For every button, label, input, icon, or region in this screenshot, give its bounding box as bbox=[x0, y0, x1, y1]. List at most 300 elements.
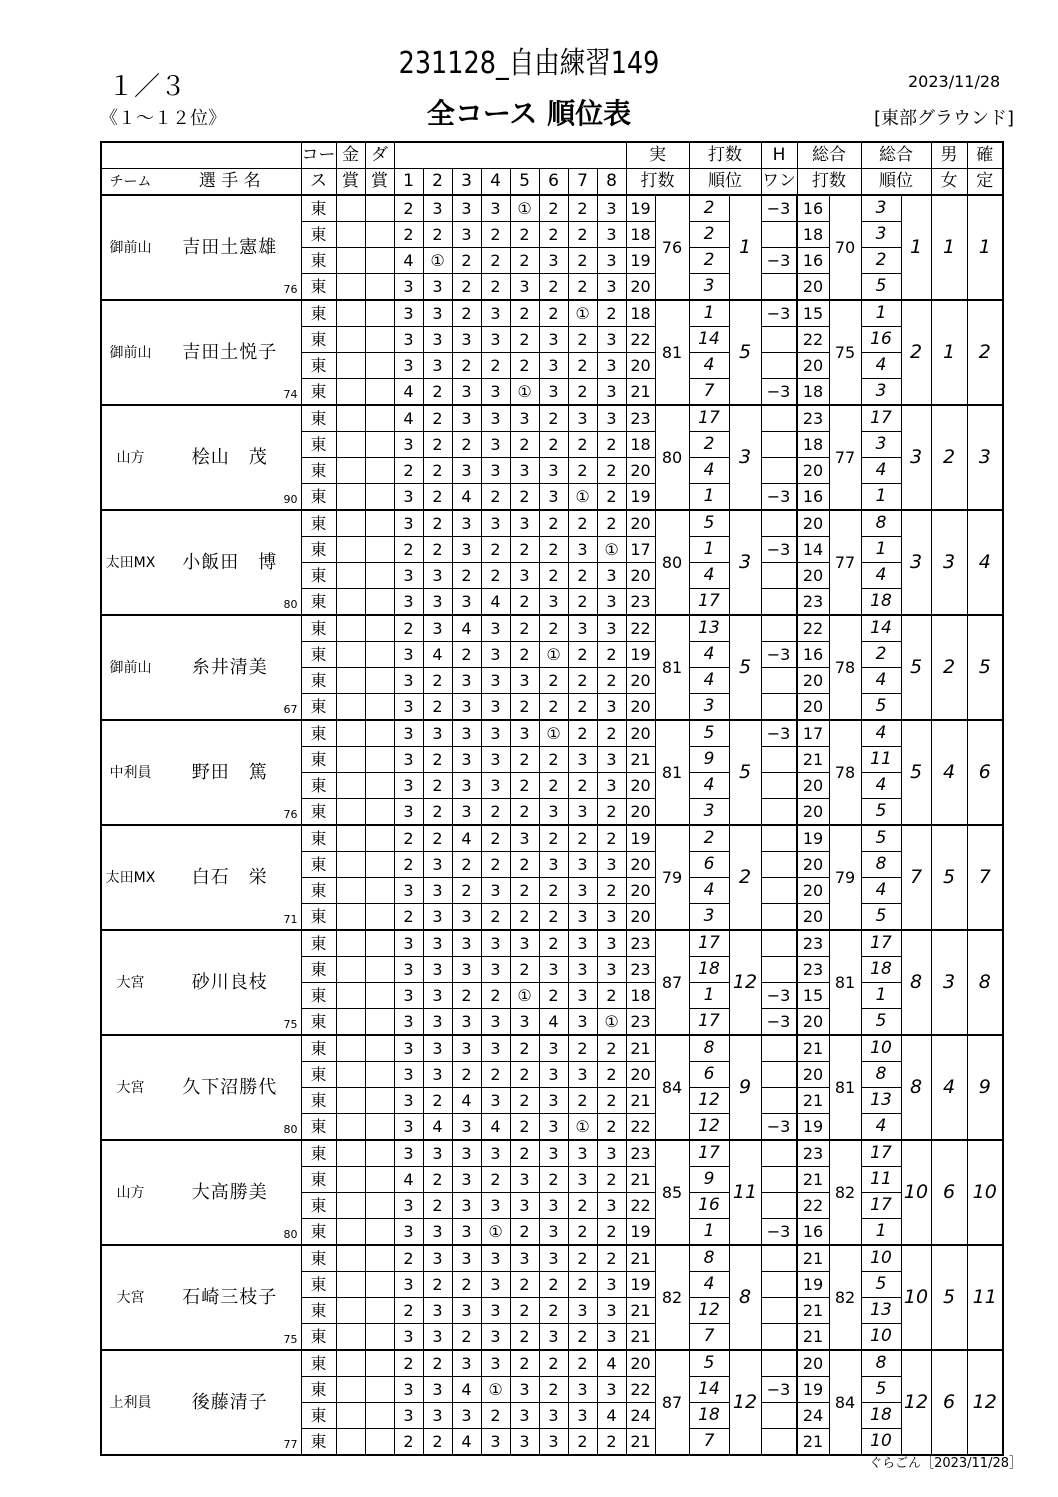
hole-score bbox=[539, 878, 568, 904]
hole-score bbox=[481, 484, 510, 511]
course-cell: 東 bbox=[301, 274, 336, 301]
da-cell bbox=[365, 379, 394, 406]
course-cell: 東 bbox=[301, 773, 336, 799]
hole-score bbox=[452, 1298, 481, 1324]
hole-score bbox=[452, 1377, 481, 1403]
gender-rank: 4 bbox=[931, 1035, 967, 1140]
col-srank: 順位 bbox=[689, 169, 761, 196]
hole-score bbox=[481, 510, 510, 537]
hole-score-value: 3 bbox=[461, 906, 472, 926]
course-cell: 東 bbox=[301, 484, 336, 511]
hole-score bbox=[539, 537, 568, 563]
hole-score bbox=[597, 930, 626, 957]
hole-score-value: 3 bbox=[461, 1405, 472, 1425]
hole-score bbox=[423, 1377, 452, 1403]
hole-score-value: 2 bbox=[606, 723, 617, 743]
hole-score bbox=[423, 1193, 452, 1219]
gold-cell bbox=[336, 1245, 365, 1272]
hole-score-value: 2 bbox=[519, 486, 530, 506]
round-total-rank: 13 bbox=[861, 1088, 901, 1114]
round-total: 16 bbox=[797, 195, 829, 222]
hole-score bbox=[452, 720, 481, 747]
hole-score-value: 2 bbox=[432, 513, 443, 533]
hole-score-value: 3 bbox=[577, 408, 588, 428]
round-strokes: 20 bbox=[626, 878, 655, 904]
round-total-rank: 3 bbox=[861, 195, 901, 222]
hole-score bbox=[568, 1193, 597, 1219]
hole-score bbox=[539, 484, 568, 511]
hole-score-value: 2 bbox=[519, 1038, 530, 1058]
hole-score-value: 3 bbox=[548, 1116, 559, 1136]
hole-score-value: 2 bbox=[461, 854, 472, 874]
hole-score bbox=[481, 1377, 510, 1403]
hole-score bbox=[481, 747, 510, 773]
hole-score-value: 3 bbox=[461, 539, 472, 559]
hole-score-value: 2 bbox=[548, 906, 559, 926]
hole-score bbox=[423, 825, 452, 852]
hole-score-value: 4 bbox=[461, 1379, 472, 1399]
round-total: 21 bbox=[797, 1035, 829, 1062]
hole-score-value: 3 bbox=[461, 1248, 472, 1268]
hole-score bbox=[539, 799, 568, 826]
hole-score bbox=[597, 1245, 626, 1272]
gold-cell bbox=[336, 878, 365, 904]
hole-score bbox=[481, 615, 510, 642]
round-rank: 18 bbox=[689, 1403, 729, 1429]
round-rank: 12 bbox=[689, 1114, 729, 1141]
col-hole-5: 5 bbox=[510, 169, 539, 196]
hole-score-value: 3 bbox=[519, 1011, 530, 1031]
hole-score bbox=[597, 458, 626, 484]
round-total: 20 bbox=[797, 458, 829, 484]
course-cell: 東 bbox=[301, 1272, 336, 1298]
hole-in-one-bonus bbox=[761, 799, 796, 826]
hole-score-value: 2 bbox=[577, 224, 588, 244]
hole-score-value: ① bbox=[517, 985, 532, 1005]
gold-cell bbox=[336, 1193, 365, 1219]
gold-cell bbox=[336, 1324, 365, 1351]
hole-score bbox=[597, 1009, 626, 1036]
hole-score-value: 3 bbox=[548, 1248, 559, 1268]
hole-score bbox=[539, 615, 568, 642]
final-rank: 10 bbox=[967, 1140, 1003, 1245]
stroke-rank: 8 bbox=[729, 1245, 761, 1350]
hole-score bbox=[452, 1350, 481, 1377]
round-strokes: 21 bbox=[626, 379, 655, 406]
hole-score bbox=[481, 563, 510, 589]
hole-score bbox=[423, 668, 452, 694]
hole-score bbox=[510, 1272, 539, 1298]
player-name bbox=[159, 825, 301, 930]
course-cell: 東 bbox=[301, 1167, 336, 1193]
col-h: ワン bbox=[761, 169, 797, 196]
da-cell bbox=[365, 1429, 394, 1456]
player-name-text: 小飯田 博 bbox=[182, 551, 278, 573]
round-rank: 6 bbox=[689, 1062, 729, 1088]
da-cell bbox=[365, 1403, 394, 1429]
hole-score bbox=[394, 1298, 423, 1324]
hole-score bbox=[597, 825, 626, 852]
round-strokes: 23 bbox=[626, 957, 655, 983]
hole-score-value: 2 bbox=[548, 618, 559, 638]
hole-score-value: 2 bbox=[519, 250, 530, 270]
hole-score-value: 2 bbox=[461, 355, 472, 375]
hole-score bbox=[481, 1298, 510, 1324]
course-cell: 東 bbox=[301, 1062, 336, 1088]
gold-cell bbox=[336, 1167, 365, 1193]
hole-score-value: 3 bbox=[461, 329, 472, 349]
hole-score-value: 2 bbox=[432, 670, 443, 690]
hole-score-value: 2 bbox=[403, 460, 414, 480]
hole-in-one-bonus bbox=[761, 694, 796, 721]
stroke-rank: 5 bbox=[729, 615, 761, 720]
hole-score bbox=[568, 773, 597, 799]
round-total-rank: 1 bbox=[861, 484, 901, 511]
hole-score bbox=[394, 1114, 423, 1141]
hole-score bbox=[423, 1009, 452, 1036]
gender-rank: 3 bbox=[931, 510, 967, 615]
round-total-rank: 18 bbox=[861, 1403, 901, 1429]
table-row bbox=[101, 720, 1003, 747]
round-rank: 4 bbox=[689, 878, 729, 904]
round-total-rank: 4 bbox=[861, 773, 901, 799]
round-strokes: 20 bbox=[626, 904, 655, 931]
hole-in-one-bonus bbox=[761, 1245, 796, 1272]
hole-score bbox=[597, 1062, 626, 1088]
da-cell bbox=[365, 274, 394, 301]
gold-cell bbox=[336, 1009, 365, 1036]
gold-cell bbox=[336, 510, 365, 537]
hole-score-value: 3 bbox=[403, 670, 414, 690]
hole-score bbox=[597, 642, 626, 668]
gold-cell bbox=[336, 983, 365, 1009]
table-row bbox=[101, 300, 1003, 327]
round-total-rank: 18 bbox=[861, 957, 901, 983]
round-rank: 16 bbox=[689, 1193, 729, 1219]
hole-score bbox=[597, 1272, 626, 1298]
hole-score-value: 3 bbox=[432, 1011, 443, 1031]
hole-score bbox=[510, 1114, 539, 1141]
actual-strokes: 80 bbox=[655, 510, 689, 615]
hole-score-value: 2 bbox=[548, 539, 559, 559]
final-rank: 12 bbox=[967, 1350, 1003, 1455]
hole-score bbox=[423, 222, 452, 248]
hole-score bbox=[394, 353, 423, 379]
final-rank: 9 bbox=[967, 1035, 1003, 1140]
gender-rank: 6 bbox=[931, 1140, 967, 1245]
hole-score bbox=[423, 537, 452, 563]
course-cell: 東 bbox=[301, 300, 336, 327]
hole-score bbox=[568, 1298, 597, 1324]
hole-score bbox=[452, 1403, 481, 1429]
round-strokes: 19 bbox=[626, 1272, 655, 1298]
col-trank-top: 総合 bbox=[861, 142, 931, 169]
hole-score-value: 3 bbox=[490, 434, 501, 454]
hole-score-value: 2 bbox=[519, 618, 530, 638]
hole-score bbox=[394, 773, 423, 799]
round-strokes: 17 bbox=[626, 537, 655, 563]
hole-score-value: 2 bbox=[490, 1405, 501, 1425]
hole-score bbox=[539, 1245, 568, 1272]
hole-score bbox=[394, 537, 423, 563]
stroke-rank: 12 bbox=[729, 1350, 761, 1455]
hole-score bbox=[423, 458, 452, 484]
da-cell bbox=[365, 720, 394, 747]
hole-score-value: 3 bbox=[577, 880, 588, 900]
round-strokes: 21 bbox=[626, 747, 655, 773]
round-rank: 5 bbox=[689, 1350, 729, 1377]
hole-score-value: 2 bbox=[548, 749, 559, 769]
hole-score bbox=[394, 904, 423, 931]
round-strokes: 20 bbox=[626, 510, 655, 537]
hole-score bbox=[452, 930, 481, 957]
hole-score bbox=[423, 379, 452, 406]
hole-score bbox=[394, 1009, 423, 1036]
hole-score bbox=[423, 1088, 452, 1114]
gold-cell bbox=[336, 458, 365, 484]
gold-cell bbox=[336, 1062, 365, 1088]
hole-score-value: 3 bbox=[461, 801, 472, 821]
round-rank: 4 bbox=[689, 668, 729, 694]
hole-score-value: 3 bbox=[577, 906, 588, 926]
gold-cell bbox=[336, 353, 365, 379]
col-team-top bbox=[101, 142, 159, 169]
round-total-rank: 4 bbox=[861, 563, 901, 589]
hole-score bbox=[597, 1403, 626, 1429]
hole-score bbox=[510, 852, 539, 878]
hole-score-value: 2 bbox=[519, 749, 530, 769]
total-rank: 8 bbox=[901, 1035, 931, 1140]
hole-score bbox=[568, 825, 597, 852]
total-strokes: 81 bbox=[829, 1035, 861, 1140]
col-gold: 賞 bbox=[336, 169, 365, 196]
hole-score bbox=[597, 1350, 626, 1377]
hole-score-value: 3 bbox=[606, 198, 617, 218]
footer-credit: ぐらごん［2023/11/28］ bbox=[869, 1456, 1022, 1471]
course-cell: 東 bbox=[301, 1009, 336, 1036]
hole-score-value: 3 bbox=[548, 1221, 559, 1241]
hole-score bbox=[510, 1140, 539, 1167]
hole-score bbox=[510, 327, 539, 353]
round-total: 21 bbox=[797, 1429, 829, 1456]
hole-score-value: 3 bbox=[490, 1274, 501, 1294]
course-cell: 東 bbox=[301, 983, 336, 1009]
hole-score bbox=[510, 1193, 539, 1219]
round-total-rank: 17 bbox=[861, 1140, 901, 1167]
hole-score bbox=[481, 852, 510, 878]
hole-score-value: 3 bbox=[577, 1379, 588, 1399]
hole-score-value: 2 bbox=[519, 1274, 530, 1294]
hole-score bbox=[394, 589, 423, 616]
col-course-top: コー bbox=[301, 142, 336, 169]
hole-score bbox=[510, 747, 539, 773]
hole-score-value: ① bbox=[430, 250, 445, 270]
hole-score-value: 3 bbox=[461, 408, 472, 428]
hole-score bbox=[568, 563, 597, 589]
team-name: 太田MX bbox=[101, 510, 159, 615]
hole-score-value: 2 bbox=[490, 801, 501, 821]
hole-score-value: 2 bbox=[519, 1090, 530, 1110]
course-cell: 東 bbox=[301, 904, 336, 931]
hole-score bbox=[481, 1114, 510, 1141]
hole-score-value: 3 bbox=[577, 539, 588, 559]
hole-score-value: 2 bbox=[577, 355, 588, 375]
hole-score-value: 3 bbox=[548, 329, 559, 349]
hole-score bbox=[510, 1324, 539, 1351]
hole-score bbox=[597, 510, 626, 537]
hole-score bbox=[597, 983, 626, 1009]
hole-score bbox=[510, 458, 539, 484]
hole-score bbox=[423, 1035, 452, 1062]
hole-in-one-bonus: −3 bbox=[761, 1114, 796, 1141]
hole-score bbox=[510, 1088, 539, 1114]
hole-score-value: 2 bbox=[490, 985, 501, 1005]
round-total-rank: 10 bbox=[861, 1035, 901, 1062]
round-total: 19 bbox=[797, 1377, 829, 1403]
hole-score-value: 3 bbox=[490, 933, 501, 953]
venue-label: [東部グラウンド] bbox=[874, 108, 1015, 129]
round-rank: 1 bbox=[689, 484, 729, 511]
player-name-text: 砂川良枝 bbox=[191, 971, 268, 993]
round-total-rank: 5 bbox=[861, 1009, 901, 1036]
course-cell: 東 bbox=[301, 1219, 336, 1246]
hole-score-value: 2 bbox=[548, 670, 559, 690]
hole-score-value: 3 bbox=[606, 381, 617, 401]
hole-in-one-bonus: −3 bbox=[761, 195, 796, 222]
hole-score bbox=[510, 1298, 539, 1324]
hole-score bbox=[597, 1193, 626, 1219]
gold-cell bbox=[336, 1377, 365, 1403]
hole-score-value: 4 bbox=[461, 618, 472, 638]
total-strokes: 77 bbox=[829, 405, 861, 510]
hole-score bbox=[452, 274, 481, 301]
hole-score-value: 3 bbox=[432, 276, 443, 296]
round-strokes: 20 bbox=[626, 720, 655, 747]
hole-score bbox=[510, 1035, 539, 1062]
da-cell bbox=[365, 904, 394, 931]
hole-score-value: 3 bbox=[606, 591, 617, 611]
hole-score bbox=[394, 642, 423, 668]
hole-score-value: 3 bbox=[432, 355, 443, 375]
hole-score bbox=[394, 222, 423, 248]
da-cell bbox=[365, 1377, 394, 1403]
team-name: 大宮 bbox=[101, 1245, 159, 1350]
round-total: 17 bbox=[797, 720, 829, 747]
col-team: チーム bbox=[101, 169, 159, 196]
hole-score bbox=[452, 432, 481, 458]
col-player: 選 手 名 bbox=[159, 169, 301, 196]
hole-score bbox=[481, 1167, 510, 1193]
hole-in-one-bonus: −3 bbox=[761, 1009, 796, 1036]
hole-score-value: 3 bbox=[490, 696, 501, 716]
hole-score bbox=[394, 195, 423, 222]
hole-score bbox=[568, 615, 597, 642]
hole-score bbox=[423, 852, 452, 878]
round-rank: 14 bbox=[689, 1377, 729, 1403]
hole-score bbox=[452, 1219, 481, 1246]
hole-score bbox=[568, 1403, 597, 1429]
hole-score-value: 3 bbox=[461, 723, 472, 743]
round-strokes: 23 bbox=[626, 589, 655, 616]
round-total: 22 bbox=[797, 615, 829, 642]
col-holes-top bbox=[394, 142, 626, 169]
team-name: 御前山 bbox=[101, 300, 159, 405]
round-rank: 2 bbox=[689, 195, 729, 222]
hole-score bbox=[481, 1272, 510, 1298]
hole-score-value: 2 bbox=[432, 1431, 443, 1451]
player-name-text: 後藤清子 bbox=[191, 1391, 268, 1413]
col-actual-top: 実 bbox=[626, 142, 689, 169]
hole-score-value: 4 bbox=[432, 1116, 443, 1136]
hole-score bbox=[510, 694, 539, 721]
round-rank: 8 bbox=[689, 1035, 729, 1062]
gold-cell bbox=[336, 930, 365, 957]
hole-score bbox=[597, 1324, 626, 1351]
hole-score-value: 2 bbox=[577, 513, 588, 533]
hole-score-value: 2 bbox=[490, 1064, 501, 1084]
hole-score bbox=[423, 615, 452, 642]
hole-score-value: 3 bbox=[548, 1038, 559, 1058]
hole-score bbox=[394, 1035, 423, 1062]
round-total-rank: 18 bbox=[861, 589, 901, 616]
actual-strokes: 80 bbox=[655, 405, 689, 510]
hole-score-value: 3 bbox=[606, 618, 617, 638]
hole-score-value: ① bbox=[575, 1116, 590, 1136]
hole-score bbox=[539, 825, 568, 852]
round-strokes: 19 bbox=[626, 195, 655, 222]
hole-score bbox=[394, 274, 423, 301]
ranking-table bbox=[100, 141, 1004, 1456]
hole-score-value: 3 bbox=[403, 749, 414, 769]
hole-score-value: 2 bbox=[432, 381, 443, 401]
hole-score bbox=[452, 668, 481, 694]
hole-score bbox=[597, 1167, 626, 1193]
hole-score bbox=[423, 353, 452, 379]
hole-score bbox=[452, 1088, 481, 1114]
hole-score bbox=[423, 799, 452, 826]
hole-score bbox=[481, 957, 510, 983]
hole-score-value: 2 bbox=[577, 1274, 588, 1294]
hole-in-one-bonus bbox=[761, 1324, 796, 1351]
hole-score bbox=[568, 222, 597, 248]
round-strokes: 21 bbox=[626, 1088, 655, 1114]
hole-score-value: 2 bbox=[577, 1038, 588, 1058]
hole-score-value: 2 bbox=[606, 1064, 617, 1084]
stroke-rank: 9 bbox=[729, 1035, 761, 1140]
hole-score-value: 3 bbox=[606, 250, 617, 270]
hole-score-value: 3 bbox=[403, 1195, 414, 1215]
table-row bbox=[101, 825, 1003, 852]
round-strokes: 19 bbox=[626, 1219, 655, 1246]
hole-score bbox=[452, 904, 481, 931]
hole-score bbox=[568, 1114, 597, 1141]
hole-score bbox=[510, 930, 539, 957]
hole-score-value: 3 bbox=[606, 959, 617, 979]
course-cell: 東 bbox=[301, 1088, 336, 1114]
hole-score-value: 3 bbox=[432, 565, 443, 585]
hole-score bbox=[539, 904, 568, 931]
round-rank: 9 bbox=[689, 1167, 729, 1193]
hole-score bbox=[394, 1350, 423, 1377]
hole-score-value: 2 bbox=[577, 434, 588, 454]
hole-score-value: ① bbox=[546, 723, 561, 743]
hole-score-value: 2 bbox=[432, 801, 443, 821]
col-gender-top: 男 bbox=[931, 142, 967, 169]
round-total: 22 bbox=[797, 327, 829, 353]
round-total-rank: 1 bbox=[861, 537, 901, 563]
actual-strokes: 85 bbox=[655, 1140, 689, 1245]
hole-score-value: 3 bbox=[490, 1300, 501, 1320]
